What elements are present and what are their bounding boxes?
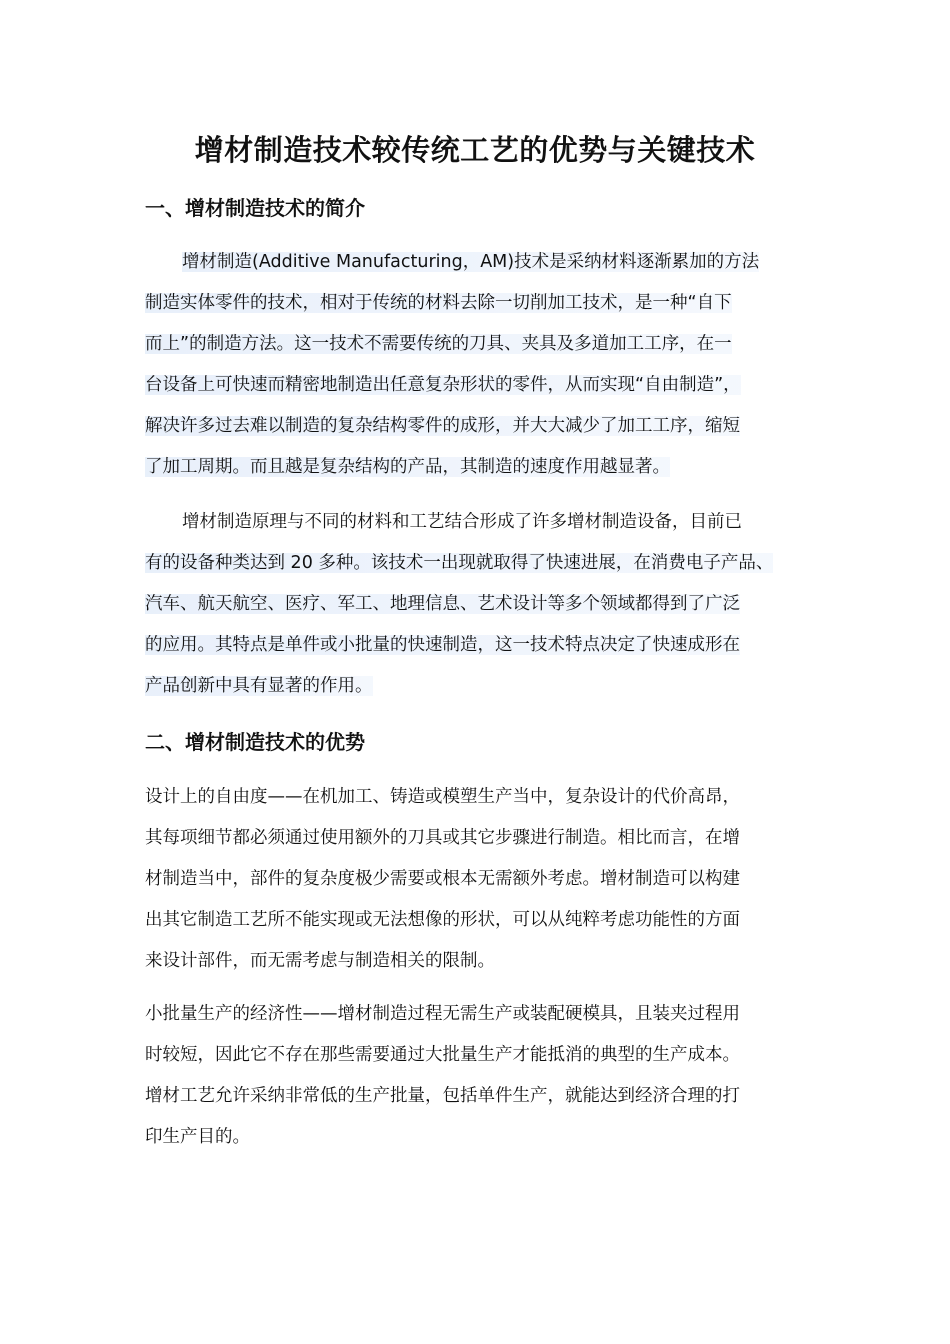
paragraph-line: 汽车、航天航空、医疗、军工、地理信息、艺术设计等多个领域都得到了广泛	[145, 594, 740, 614]
paragraph-line: 时较短，因此它不存在那些需要通过大批量生产才能抵消的典型的生产成本。	[145, 1045, 740, 1065]
section-heading-advantages: 二、增材制造技术的优势	[145, 730, 365, 754]
paragraph-introduction-1	[145, 242, 810, 488]
paragraph-line: 而上”的制造方法。这一技术不需要传统的刀具、夹具及多道加工工序，在一	[145, 334, 732, 354]
paragraph-line: 的应用。其特点是单件或小批量的快速制造，这一技术特点决定了快速成形在	[145, 635, 740, 655]
paragraph-small-batch-economy	[145, 994, 810, 1158]
paragraph-line: 设计上的自由度——在机加工、铸造或模塑生产当中，复杂设计的代价高昂，	[145, 787, 740, 807]
paragraph-line: 增材制造原理与不同的材料和工艺结合形成了许多增材制造设备，目前已	[182, 512, 742, 532]
paragraph-line: 台设备上可快速而精密地制造出任意复杂形状的零件，从而实现“自由制造”，	[145, 375, 741, 395]
paragraph-introduction-2	[145, 502, 810, 707]
paragraph-line: 有的设备种类达到 20 多种。该技术一出现就取得了快速进展，在消费电子产品、	[145, 553, 774, 573]
paragraph-line: 解决许多过去难以制造的复杂结构零件的成形，并大大减少了加工工序，缩短	[145, 416, 740, 436]
paragraph-line: 印生产目的。	[145, 1127, 250, 1147]
paragraph-line: 来设计部件，而无需考虑与制造相关的限制。	[145, 951, 495, 971]
paragraph-design-freedom	[145, 777, 810, 982]
section-heading-introduction: 一、增材制造技术的简介	[145, 196, 365, 220]
paragraph-line: 产品创新中具有显著的作用。	[145, 676, 373, 696]
paragraph-line: 小批量生产的经济性——增材制造过程无需生产或装配硬模具，且装夹过程用	[145, 1004, 740, 1024]
paragraph-line: 材制造当中，部件的复杂度极少需要或根本无需额外考虑。增材制造可以构建	[145, 869, 740, 889]
paragraph-line: 其每项细节都必须通过使用额外的刀具或其它步骤进行制造。相比而言，在增	[145, 828, 740, 848]
paragraph-line: 增材工艺允许采纳非常低的生产批量，包括单件生产，就能达到经济合理的打	[145, 1086, 740, 1106]
paragraph-line: 出其它制造工艺所不能实现或无法想像的形状，可以从纯粹考虑功能性的方面	[145, 910, 740, 930]
document-title: 增材制造技术较传统工艺的优势与关键技术	[194, 133, 756, 167]
paragraph-line: 了加工周期。而且越是复杂结构的产品，其制造的速度作用越显著。	[145, 457, 670, 477]
paragraph-line: 制造实体零件的技术，相对于传统的材料去除一切削加工技术，是一种“自下	[145, 293, 732, 313]
paragraph-line: 增材制造(Additive Manufacturing，AM)技术是采纳材料逐渐累加的方法	[182, 252, 760, 272]
